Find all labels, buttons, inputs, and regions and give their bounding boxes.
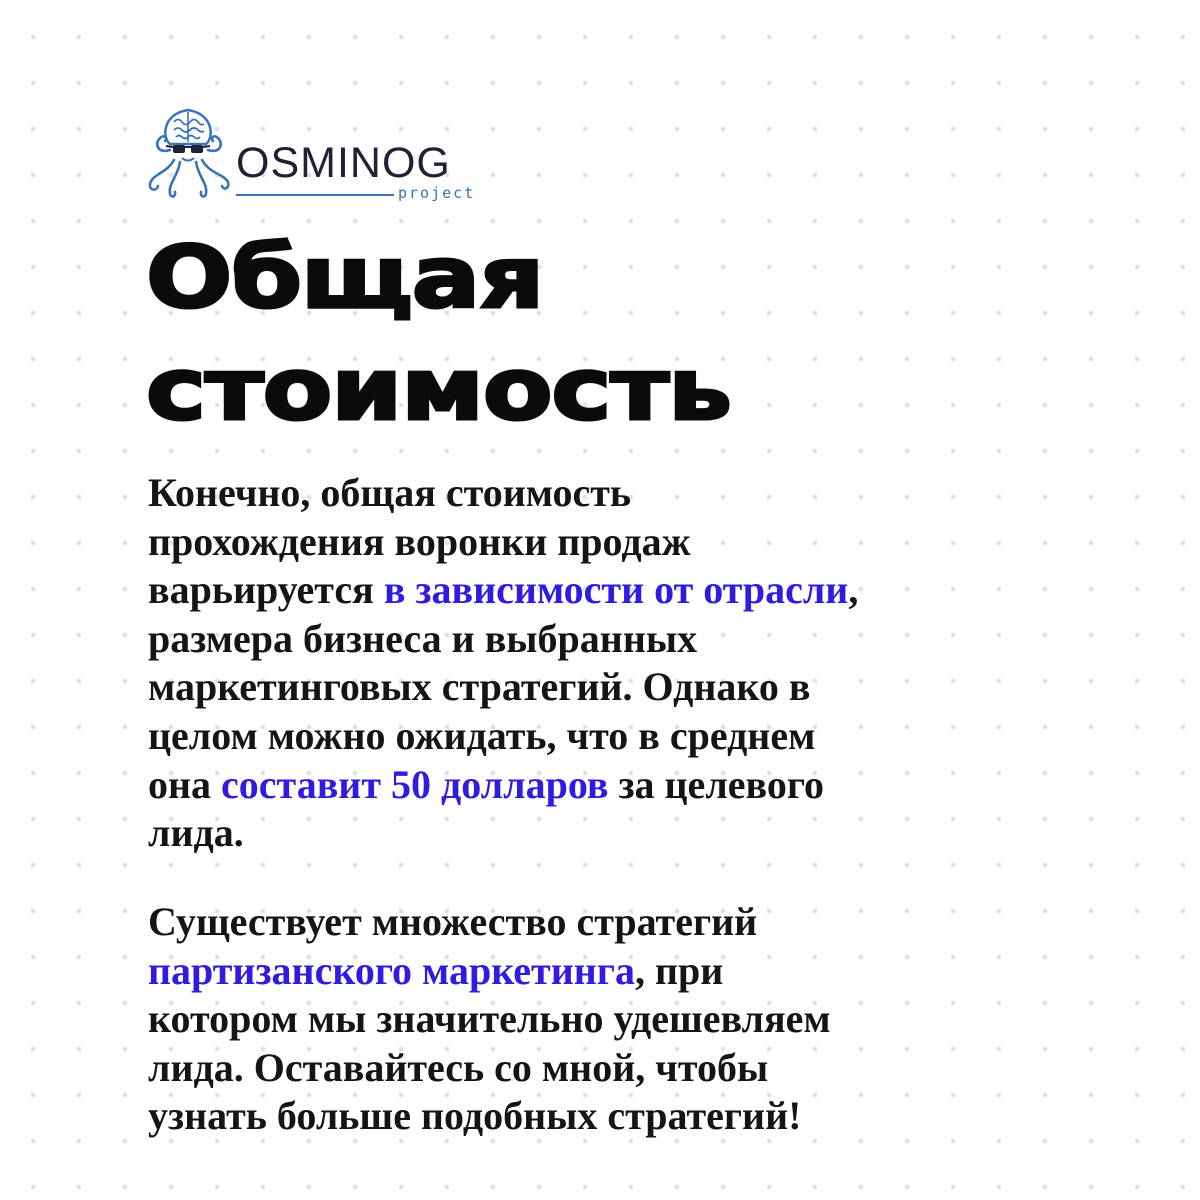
brand-underline <box>236 194 394 196</box>
text-line <box>148 566 1128 615</box>
text-line <box>148 761 1128 810</box>
highlight-industry: в зависимости от отрасли <box>383 567 849 613</box>
text-fragment: она <box>148 761 222 807</box>
text-line: размера бизнеса и выбранных <box>148 615 698 661</box>
octopus-icon <box>144 100 236 200</box>
highlight-price: составит 50 долларов <box>221 761 609 807</box>
highlight-guerrilla: партизанского маркетинга <box>148 947 635 993</box>
brand-name: OSMINOG <box>236 139 451 187</box>
text-line: целом можно ожидать, что в среднем <box>148 712 816 758</box>
page-title <box>146 222 731 446</box>
brand-subtitle: project <box>398 184 476 202</box>
paragraph-cost <box>148 469 1128 858</box>
text-line: лида. Оставайтесь со мной, чтобы <box>148 1044 769 1090</box>
text-line: лида. <box>148 810 244 856</box>
text-line <box>148 947 1128 996</box>
title-line-2: стоимость <box>146 340 731 440</box>
text-fragment: варьируется <box>148 567 384 613</box>
title-line-1: Общая <box>146 228 544 328</box>
brand-logo <box>144 100 474 210</box>
text-line: Конечно, общая стоимость <box>148 470 632 515</box>
text-line: котором мы значительно удешевляем <box>148 996 831 1042</box>
text-fragment: , при <box>634 947 724 993</box>
text-line: Существует множество стратегий <box>148 899 758 944</box>
text-line: прохождения воронки продаж <box>148 518 691 564</box>
text-line: узнать больше подобных стратегий! <box>148 1093 802 1139</box>
paragraph-strategies <box>148 898 1128 1141</box>
text-line: маркетинговых стратегий. Однако в <box>148 664 811 710</box>
text-fragment: , <box>848 567 859 613</box>
text-fragment: за целевого <box>608 761 825 807</box>
